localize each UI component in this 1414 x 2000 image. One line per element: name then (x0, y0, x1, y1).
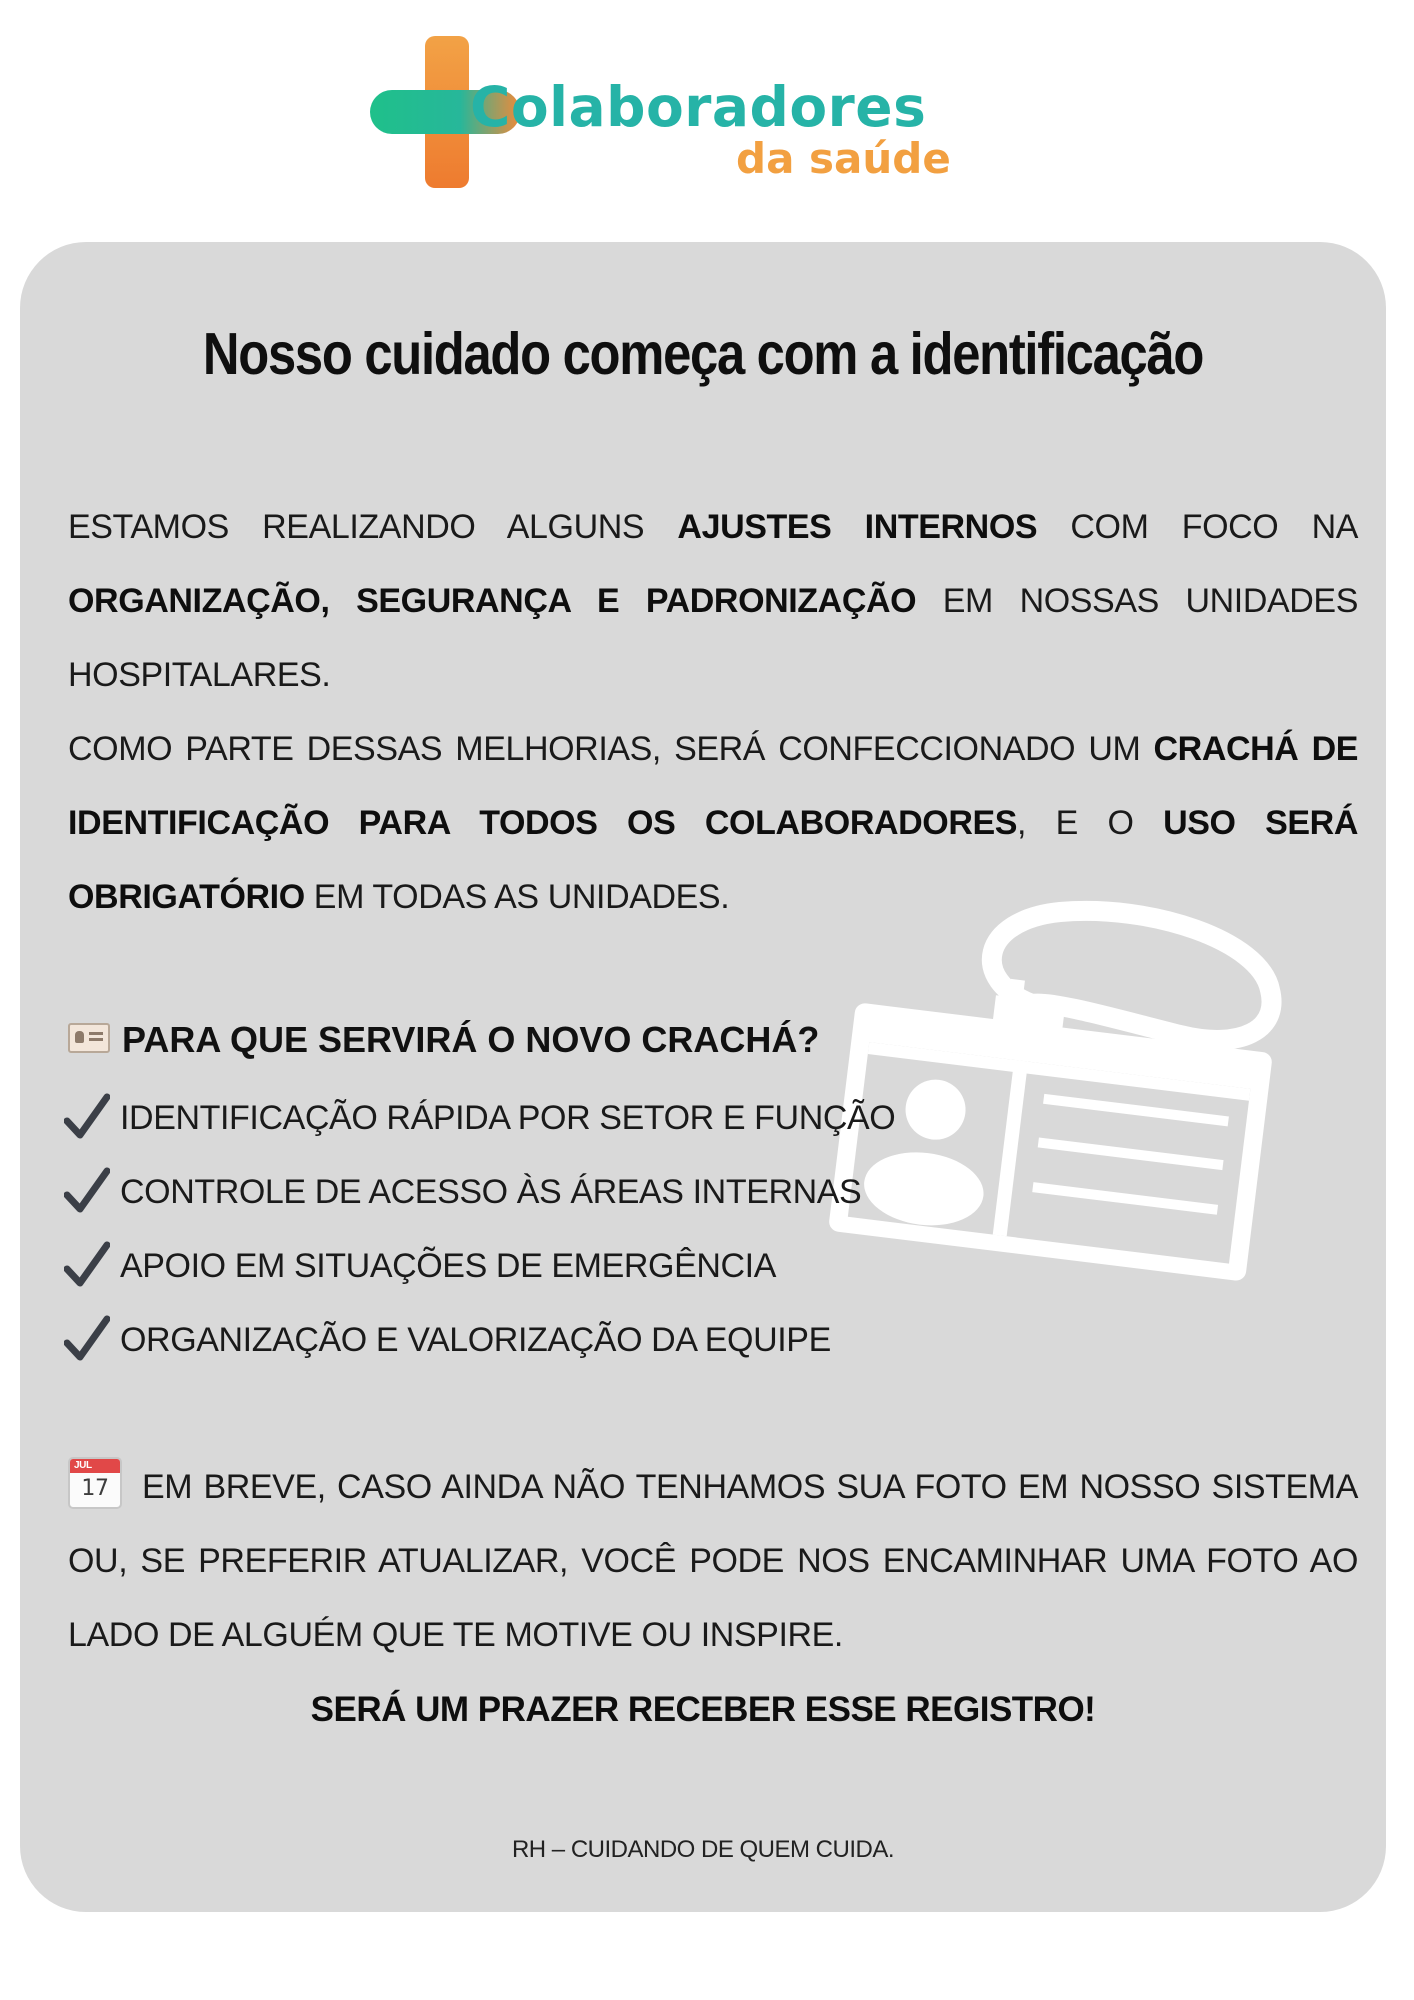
intro-text-2: COM FOCO NA (1037, 508, 1359, 546)
intro-text-1: ESTAMOS REALIZANDO ALGUNS (68, 508, 678, 546)
id-card-icon (68, 1023, 110, 1053)
photo-request-text: EM BREVE, CASO AINDA NÃO TENHAMOS SUA FOTO EM NOSSO SISTEMA OU, SE PREFERIR ATUALIZAR, VOCÊ PODE NOS ENCAMINHAR UMA FOTO AO LADO DE ALGUÉM QUE TE MOTIVE OU INSPIRE. (68, 1468, 1358, 1654)
intro-paragraph (68, 490, 1358, 712)
check-mark-icon (64, 1313, 110, 1363)
logo-subtitle: da saúde (736, 134, 951, 183)
photo-request-paragraph (68, 1450, 1358, 1672)
calendar-month: JUL (70, 1459, 120, 1473)
calendar-icon (68, 1457, 122, 1509)
check-mark-icon (64, 1239, 110, 1289)
signature: RH – CUIDANDO DE QUEM CUIDA. (511, 1836, 895, 1863)
list-item (64, 1088, 895, 1162)
check-mark-icon (64, 1165, 110, 1215)
intro-bold-1: AJUSTES INTERNOS (677, 508, 1038, 546)
page-title: Nosso cuidado começa com a identificação (202, 321, 1204, 387)
badge-bold-1: CRACHÁ DE IDENTIFICAÇÃO PARA TODOS OS COLABORADORES (68, 730, 1358, 842)
purpose-item-text: IDENTIFICAÇÃO RÁPIDA POR SETOR E FUNÇÃO (120, 1099, 896, 1137)
purpose-heading (68, 1015, 819, 1065)
list-item (64, 1236, 895, 1310)
badge-text-2: , E O (1017, 804, 1164, 842)
list-item (64, 1310, 895, 1384)
check-mark-icon (64, 1091, 110, 1141)
closing-message: SERÁ UM PRAZER RECEBER ESSE REGISTRO! (310, 1690, 1096, 1729)
purpose-item-text: ORGANIZAÇÃO E VALORIZAÇÃO DA EQUIPE (120, 1321, 831, 1359)
purpose-item-text: APOIO EM SITUAÇÕES DE EMERGÊNCIA (120, 1247, 776, 1285)
logo (370, 36, 970, 196)
purpose-list (64, 1088, 895, 1384)
badge-text-3: EM TODAS AS UNIDADES. (304, 878, 730, 916)
list-item (64, 1162, 895, 1236)
intro-bold-2: ORGANIZAÇÃO, SEGURANÇA E PADRONIZAÇÃO (68, 582, 917, 620)
calendar-day: 17 (81, 1476, 109, 1502)
logo-title: Colaboradores (470, 75, 927, 139)
purpose-item-text: CONTROLE DE ACESSO ÀS ÁREAS INTERNAS (120, 1173, 862, 1211)
badge-text-1: COMO PARTE DESSAS MELHORIAS, SERÁ CONFECCIONADO UM (68, 730, 1154, 768)
intro-text-3: EM NOSSAS UNIDADES HOSPITALARES. (68, 582, 1358, 694)
badge-bold-2: USO SERÁ OBRIGATÓRIO (68, 804, 1358, 916)
badge-notice-paragraph (68, 712, 1358, 934)
purpose-heading-text: PARA QUE SERVIRÁ O NOVO CRACHÁ? (122, 1019, 820, 1060)
